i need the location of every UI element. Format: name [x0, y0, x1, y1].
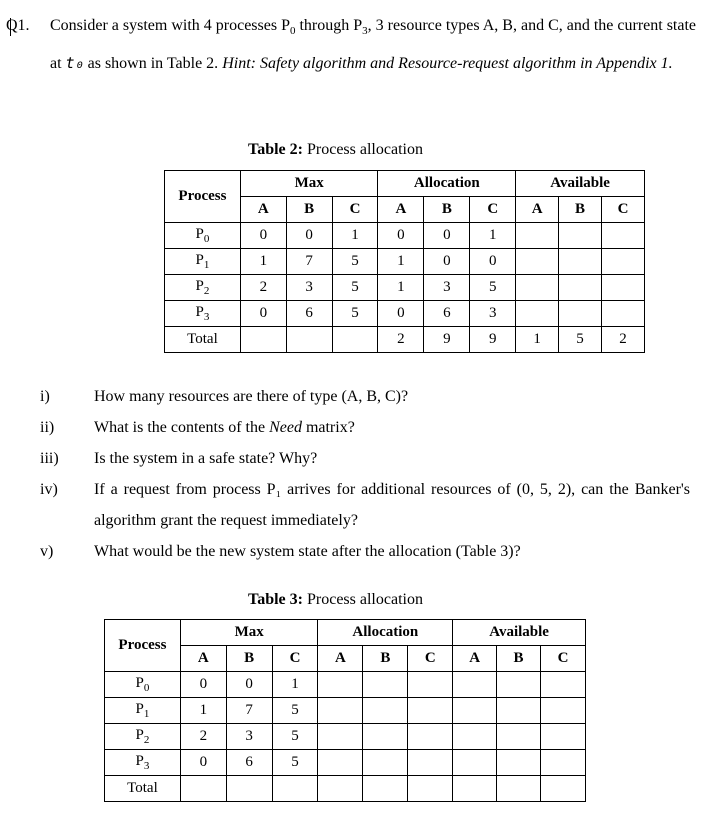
available-cell: [453, 698, 497, 724]
max-cell: 2: [240, 275, 286, 301]
process-cell: $P_0$: [165, 223, 241, 249]
table-row: [105, 698, 586, 724]
allocation-cell: 1: [378, 249, 424, 275]
available-cell: [541, 750, 586, 776]
max-cell: 5: [332, 249, 378, 275]
process-cell: Total: [165, 327, 241, 353]
table-row: [105, 750, 586, 776]
available-cell: [497, 750, 541, 776]
hint-text: Hint: Safety algorithm and Resource-request algorithm in Appendix 1.: [222, 55, 673, 73]
max-cell: 7: [286, 249, 332, 275]
allocation-cell: [363, 724, 408, 750]
subheader-b: B: [424, 197, 470, 223]
max-cell: 5: [332, 301, 378, 327]
available-cell: [516, 275, 559, 301]
max-cell: 6: [286, 301, 332, 327]
available-cell: [541, 724, 586, 750]
allocation-cell: [363, 698, 408, 724]
max-cell: 1: [240, 249, 286, 275]
available-cell: [516, 223, 559, 249]
question-text: Consider a system with 4 processes $P_0$ through $P_3$, 3 resource types A, B, and C, and the current state at t₀ as shown in Table 2. Hint: Safety algorithm and Resource-request algorithm in Appendix 1.: [50, 17, 697, 73]
process-cell: $P_2$: [105, 724, 181, 750]
subheader-a: A: [516, 197, 559, 223]
available-cell: [559, 223, 602, 249]
header-allocation: Allocation: [318, 620, 453, 646]
available-cell: [453, 776, 497, 802]
question-item: iii) Is the system in a safe state? Why?: [40, 450, 318, 467]
allocation-cell: 6: [424, 301, 470, 327]
table-row: [165, 301, 645, 327]
question-item: ii) What is the contents of the Need matrix?: [40, 419, 355, 436]
table-row: [105, 724, 586, 750]
allocation-cell: 0: [470, 249, 516, 275]
available-cell: [516, 249, 559, 275]
max-cell: [226, 776, 272, 802]
max-cell: 5: [272, 724, 318, 750]
available-cell: 2: [602, 327, 645, 353]
allocation-cell: [318, 776, 363, 802]
available-cell: [453, 750, 497, 776]
max-cell: 0: [226, 672, 272, 698]
available-cell: [497, 672, 541, 698]
allocation-cell: [408, 750, 453, 776]
allocation-cell: 3: [470, 301, 516, 327]
header-max: Max: [240, 171, 378, 197]
available-cell: [453, 724, 497, 750]
header-max: Max: [180, 620, 318, 646]
max-cell: 0: [286, 223, 332, 249]
available-cell: [497, 776, 541, 802]
header-process: Process: [105, 620, 181, 672]
subheader-b: B: [559, 197, 602, 223]
available-cell: [559, 301, 602, 327]
allocation-cell: [318, 724, 363, 750]
max-cell: 6: [226, 750, 272, 776]
subheader-b: B: [363, 646, 408, 672]
allocation-cell: [318, 698, 363, 724]
allocation-cell: 9: [470, 327, 516, 353]
process-cell: $P_3$: [105, 750, 181, 776]
allocation-cell: [318, 750, 363, 776]
question-item: i) How many resources are there of type (A, B, C)?: [40, 388, 409, 405]
allocation-cell: 3: [424, 275, 470, 301]
time-symbol: t₀: [65, 54, 84, 73]
table3: [104, 619, 586, 802]
allocation-cell: [408, 776, 453, 802]
table-row: [165, 249, 645, 275]
process-cell: $P_1$: [165, 249, 241, 275]
question-item: v) What would be the new system state after the allocation (Table 3)?: [40, 543, 521, 560]
sub-questions: [40, 381, 690, 567]
allocation-cell: [363, 672, 408, 698]
subheader-b: B: [226, 646, 272, 672]
subheader-c: C: [470, 197, 516, 223]
allocation-cell: 0: [424, 249, 470, 275]
allocation-cell: 1: [378, 275, 424, 301]
subheader-c: C: [602, 197, 645, 223]
allocation-cell: 5: [470, 275, 516, 301]
subheader-a: A: [378, 197, 424, 223]
table3-header-row: [105, 620, 586, 646]
subheader-a: A: [240, 197, 286, 223]
max-cell: [240, 327, 286, 353]
header-available: Available: [516, 171, 645, 197]
max-cell: 1: [180, 698, 226, 724]
subheader-a: A: [318, 646, 363, 672]
available-cell: [541, 698, 586, 724]
available-cell: [497, 724, 541, 750]
max-cell: [180, 776, 226, 802]
table-row: [165, 223, 645, 249]
subheader-a: A: [180, 646, 226, 672]
table-row: [165, 275, 645, 301]
process-cell: $P_2$: [165, 275, 241, 301]
subheader-a: A: [453, 646, 497, 672]
max-cell: 1: [332, 223, 378, 249]
max-cell: [286, 327, 332, 353]
question-header: [6, 10, 696, 80]
table-row: [105, 776, 586, 802]
available-cell: [602, 223, 645, 249]
table2: [164, 170, 645, 353]
allocation-cell: 0: [378, 301, 424, 327]
allocation-cell: [318, 672, 363, 698]
max-cell: 3: [226, 724, 272, 750]
process-cell: $P_3$: [165, 301, 241, 327]
allocation-cell: 0: [424, 223, 470, 249]
max-cell: 0: [240, 223, 286, 249]
max-cell: [332, 327, 378, 353]
max-cell: 5: [332, 275, 378, 301]
process-cell: Total: [105, 776, 181, 802]
max-cell: 3: [286, 275, 332, 301]
header-allocation: Allocation: [378, 171, 516, 197]
subheader-c: C: [541, 646, 586, 672]
available-cell: [559, 249, 602, 275]
subheader-b: B: [286, 197, 332, 223]
available-cell: [453, 672, 497, 698]
allocation-cell: [408, 672, 453, 698]
question-number: Q1.: [6, 17, 30, 34]
allocation-cell: [408, 698, 453, 724]
subheader-c: C: [408, 646, 453, 672]
allocation-cell: 9: [424, 327, 470, 353]
max-cell: 2: [180, 724, 226, 750]
max-cell: 5: [272, 750, 318, 776]
available-cell: [559, 275, 602, 301]
allocation-cell: 2: [378, 327, 424, 353]
available-cell: [602, 301, 645, 327]
allocation-cell: [408, 724, 453, 750]
header-process: Process: [165, 171, 241, 223]
table-row: [105, 672, 586, 698]
max-cell: [272, 776, 318, 802]
allocation-cell: [363, 750, 408, 776]
available-cell: [602, 249, 645, 275]
available-cell: 5: [559, 327, 602, 353]
max-cell: 0: [180, 672, 226, 698]
max-cell: 0: [180, 750, 226, 776]
available-cell: [541, 776, 586, 802]
process-cell: $P_0$: [105, 672, 181, 698]
header-available: Available: [453, 620, 586, 646]
allocation-cell: [363, 776, 408, 802]
subheader-b: B: [497, 646, 541, 672]
max-cell: 1: [272, 672, 318, 698]
process-cell: $P_1$: [105, 698, 181, 724]
max-cell: 7: [226, 698, 272, 724]
available-cell: [497, 698, 541, 724]
available-cell: [602, 275, 645, 301]
question-item: iv) If a request from process P₁ arrives for additional resources of (0, 5, 2), can the Banker's algorithm grant the request immediately?: [40, 481, 690, 529]
max-cell: 0: [240, 301, 286, 327]
available-cell: 1: [516, 327, 559, 353]
table-row: [165, 327, 645, 353]
subheader-c: C: [272, 646, 318, 672]
allocation-cell: 0: [378, 223, 424, 249]
table2-caption: Table 2: Process allocation: [248, 141, 423, 158]
table3-caption: Table 3: Process allocation: [248, 591, 423, 608]
subheader-c: C: [332, 197, 378, 223]
table2-header-row: [165, 171, 645, 197]
available-cell: [516, 301, 559, 327]
allocation-cell: 1: [470, 223, 516, 249]
max-cell: 5: [272, 698, 318, 724]
available-cell: [541, 672, 586, 698]
